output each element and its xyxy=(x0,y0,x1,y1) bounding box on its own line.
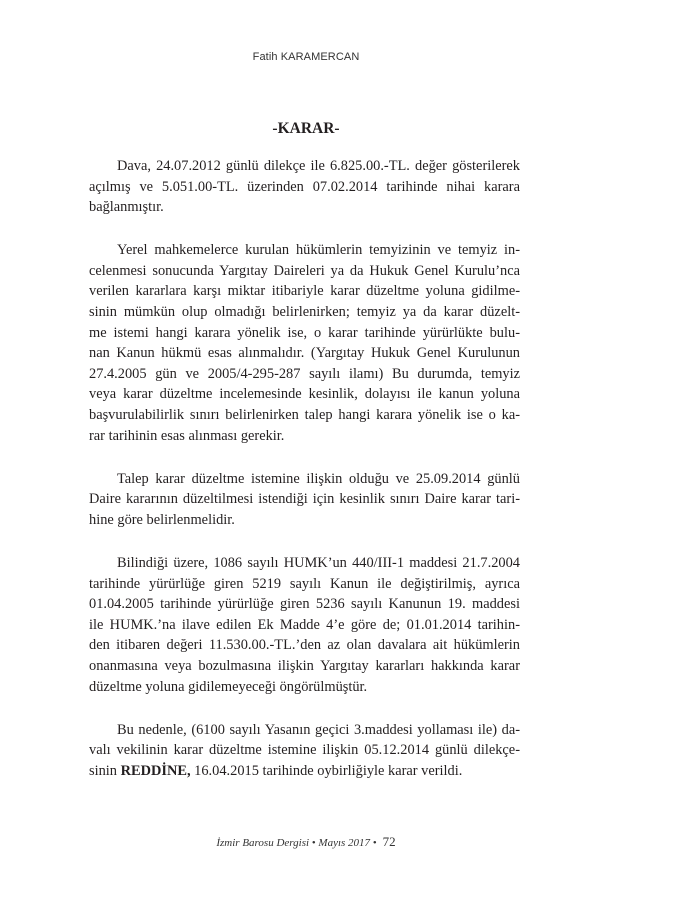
paragraph-line: verilen kararlara karşı miktar itibariyle karar düzeltme yoluna gidilme- xyxy=(89,283,520,300)
paragraph-line: Yerel mahkemelerce kurulan hükümlerin temyizinin ve temyiz in- xyxy=(117,242,520,259)
paragraph-line: nan Kanun hükmü esas alınmalıdır. (Yargıtay Hukuk Genel Kurulunun xyxy=(89,345,520,362)
paragraph-line: Daire kararının düzeltilmesi istendiği için kesinlik sınırı Daire karar tari- xyxy=(89,491,520,508)
paragraph-line: onanmasına veya bozulmasına ilişkin Yargıtay kararları hakkında karar xyxy=(89,657,520,674)
paragraph xyxy=(89,240,520,446)
final-line-1: Bu nedenle, (6100 sayılı Yasanın geçici 3.maddesi yollaması ile) da- xyxy=(117,721,520,738)
paragraph xyxy=(89,469,520,531)
final-line-2: valı vekilinin karar düzeltme istemine ilişkin 05.12.2014 günlü dilekçe- xyxy=(89,742,520,759)
paragraph-line: Bilindiği üzere, 1086 sayılı HUMK’un 440/III-1 maddesi 21.7.2004 xyxy=(117,555,520,571)
paragraph-line: 27.4.2005 gün ve 2005/4-295-287 sayılı ilamı) Bu durumda, temyiz xyxy=(89,365,520,382)
running-header: Fatih KARAMERCAN xyxy=(252,51,360,63)
paragraph xyxy=(89,156,520,218)
paragraph-line: me istemi hangi karara yönelik ise, o karar tarihinde yürürlükte bulu- xyxy=(89,324,520,341)
ruling-keyword: REDDİNE, xyxy=(120,762,191,779)
page-footer xyxy=(0,834,612,850)
paragraph-line: açılmış ve 5.051.00-TL. üzerinden 07.02.2014 tarihinde nihai karara xyxy=(89,178,520,195)
paragraph-line: celenmesi sonucunda Yargıtay Daireleri ya da Hukuk Genel Kurulu’nca xyxy=(89,262,520,279)
paragraph-line: Dava, 24.07.2012 günlü dilekçe ile 6.825.00.-TL. değer gösterilerek xyxy=(117,158,520,174)
final-line-3-end: 16.04.2015 tarihinde oybirliğiyle karar verildi. xyxy=(190,762,463,779)
page-number: 72 xyxy=(382,834,396,849)
paragraph-line: sinin mümkün olup olmadığı belirlenirken; temyiz ya da karar düzelt- xyxy=(89,304,520,321)
paragraph-line: Talep karar düzeltme istemine ilişkin olduğu ve 25.09.2014 günlü xyxy=(117,470,520,487)
final-line-3 xyxy=(89,761,520,782)
paragraph-line: tarihinde yürürlüğe giren 5219 sayılı Kanun ile değiştirilmiş, ayrıca xyxy=(89,575,520,592)
paragraph-line: den itibaren değeri 11.530.00.-TL.’den az olan davalara ait hükümlerin xyxy=(89,637,520,654)
journal-name: İzmir Barosu Dergisi • Mayıs 2017 • xyxy=(216,837,377,849)
paragraph-line: başvurulabilirlik sınırı belirlenirken talep hangi karara yönelik ise o ka- xyxy=(89,407,520,424)
final-line-3-start: sinin xyxy=(89,762,121,779)
paragraph-line: hine göre belirlenmelidir. xyxy=(89,511,235,528)
section-title: -KARAR- xyxy=(272,120,340,137)
paragraph xyxy=(89,553,520,697)
paragraph-line: rar tarihinin esas alınması gerekir. xyxy=(89,427,285,444)
paragraph-line: veya karar düzeltme incelemesinde kesinlik, dolayısı ile kanun yoluna xyxy=(89,386,520,403)
paragraph-line: 01.04.2005 tarihinde yürürlüğe giren 5236 sayılı Kanunun 19. maddesi xyxy=(89,596,520,613)
body-text xyxy=(89,156,520,804)
final-paragraph xyxy=(89,720,520,782)
paragraph-line: ile HUMK.’na ilave edilen Ek Madde 4’e göre de; 01.01.2014 tarihin- xyxy=(89,616,520,633)
paragraph-line: bağlanmıştır. xyxy=(89,199,164,216)
paragraph-line: düzeltme yoluna gidilemeyeceği öngörülmüştür. xyxy=(89,678,368,695)
